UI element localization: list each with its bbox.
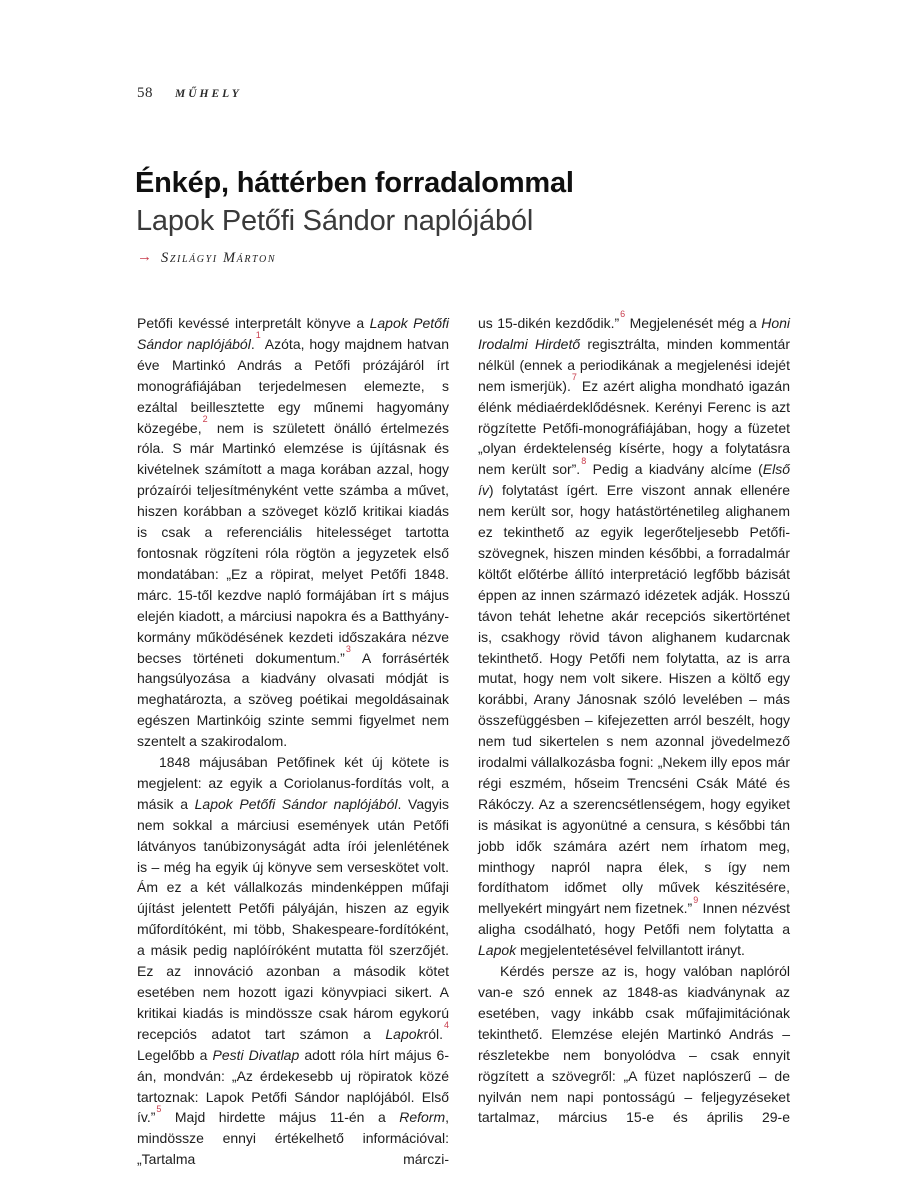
paragraph — [478, 961, 790, 1128]
footnote-ref: 8 — [581, 455, 587, 466]
text-run: Kérdés persze az is, hogy valóban naplóról van-e szó ennek az 1848-as kiadványnak az esetében, vagy inkább csak műfajimitációnak tekinthető. Elemzése elején Martinkó András – részletekbe nem bonyolódva – csak ennyit rögzített a szövegről: „A füzet naplószerű – de nyilván nem napi pontosságú – feljegyzéseket tartalmaz, március 15-e és április 29-e — [478, 963, 790, 1126]
article-body — [137, 309, 791, 1170]
text-run: nem is született önálló értelmezés róla. S már Martinkó elemzése is újításnak és kivételnek számított a maga korában azzal, hogy prózaírói teljesítményként vette számba a művet, hiszen korábban a szöveget közlő kritikai kiadás is csak a referenciális hitelességet tartotta fontosnak rögzíteni róla rögtön a jegyzetek első mondatában: „Ez a röpirat, melyet Petőfi 1848. márc. 15-től kezdve napló formájában írt s május elején kiadott, a márciusi napokra és a Batthyány-kormány működésének kezdeti időszakára nézve becses történeti dokumentum.” — [137, 419, 449, 666]
italic-text: Lapok Petőfi Sándor naplójából — [194, 795, 398, 812]
column-right — [478, 309, 791, 1170]
text-run: Petőfi kevéssé interpretált könyve a — [137, 315, 370, 331]
text-run: regisztrálta, minden kommentár nélkül (ennek a periodikának a megjelenési idejét nem ismerjük). — [478, 335, 790, 394]
text-run: Azóta, hogy majdnem hatvan éve Martinkó András a Petőfi prózájáról írt monográfiájában terjedelmesen elemezte, s ezáltal beillesztette egy műnemi hagyomány közegébe, — [137, 335, 449, 436]
author-name: Szilágyi Márton — [161, 250, 277, 266]
arrow-icon: → — [137, 249, 152, 265]
paragraph — [137, 313, 449, 752]
text-run: Pedig a kiadvány alcíme ( — [586, 461, 763, 478]
text-run: adott róla hírt május 6-án, mondván: „Az érdekesebb uj röpiratok közé tartoznak: Lapok Petőfi Sándor naplójából. Első ív.” — [137, 1046, 450, 1126]
footnote-ref: 7 — [571, 372, 577, 383]
footnote-ref: 3 — [345, 643, 351, 654]
text-run: 1848 májusában Petőfinek két új kötete is megjelent: az egyik a Coriolanus-fordítás volt, a másik a — [137, 754, 449, 812]
text-run: megjelentetésével felvillantott irányt. — [516, 942, 745, 959]
footnote-ref: 4 — [443, 1020, 449, 1031]
title-block — [135, 166, 795, 238]
text-run: . — [250, 335, 255, 352]
text-run: Ez azért aligha mondható igazán élénk médiaérdeklődésnek. Kerényi Ferenc is azt rögzítette Petőfi-monográfiájában, hogy a füzetet „olyan érdektelenség kísérte, hogy a folytatásra nem került sor”. — [478, 377, 790, 478]
text-run: Megjelenését még a — [625, 315, 762, 331]
section-label: MŰHELY — [175, 88, 242, 100]
paragraph — [137, 752, 449, 1170]
text-run: . Vagyis nem sokkal a márciusi események után Petőfi látványos tanúbizonyságát adta írói jelenlétének is – még ha egyik új könyve sem verseskötet volt. Ám ez a két vállalkozás mindenképpen műfaji újítást jelentett Petőfi pályáján, hiszen az egyik műfordítóként, mi több, Shakespeare-fordítóként, a másik pedig naplóíróként mutatta föl szerzőjét. Ez az innováció azonban a második kötet esetében nem hozott igazi könyvpiaci sikert. A kritikai kiadás is mindössze csak három egykorú recepciós adatot tart számon a — [137, 795, 450, 1042]
italic-text: Lapok Petőfi Sándor naplójából — [137, 315, 449, 352]
column-left — [137, 313, 449, 1170]
italic-text: Honi Irodalmi Hirdető — [478, 315, 791, 352]
footnote-ref: 9 — [693, 894, 699, 905]
text-run: us 15-dikén kezdődik.” — [478, 315, 620, 331]
italic-text: Reform — [399, 1109, 446, 1126]
page-number: 58 — [137, 85, 153, 101]
text-run: ) folytatást ígért. Erre viszont annak ellenére nem került sor, hogy hatástörténetileg alighanem ez tekinthető az egyik legerőteljesebb Petőfi-szövegnek, hiszen minden későbbi, a forradalmár költőt előtérbe állító interpretáció legfőbb bázisát éppen az innen származó idézetek adják. Hosszú távon tehát lehetne akár recepciós sikertörténet is, csakhogy rövid távon alighanem kudarcnak tekinthető. Hogy Petőfi nem folytatta, az is arra mutat, hogy nem volt sikere. Hiszen a költő egy korábbi, Arany Jánosnak szóló levelében – más összefüggésben – kifejezetten arról beszélt, hogy nem tud sikertelen s nem azonnal jövedelmező irodalmi vállalkozásba fogni: „Nekem illy epos már régi eszmém, hőseim Trencséni Csák Máté és Rákóczy. Az a szerencsétlenségem, hogy egyiket is másikat is agyonütné a censura, s későbbi tán jobb idők számára azért nem írhatom meg, minthogy napról napra élek, s így nem fordíthatom időmet olly művek készitésére, mellyekért mingyárt nem fizetnek.” — [478, 482, 790, 917]
footnote-ref: 5 — [156, 1103, 162, 1114]
text-run: Majd hirdette május 11-én a — [161, 1109, 400, 1126]
footnote-ref: 6 — [620, 309, 626, 320]
paragraph — [478, 309, 791, 961]
footnote-ref: 2 — [202, 413, 208, 424]
italic-text: Lapok — [478, 942, 517, 959]
author-line — [137, 250, 276, 267]
article-subtitle: Lapok Petőfi Sándor naplójából — [136, 205, 534, 237]
text-run: Innen nézvést aligha csodálható, hogy Petőfi nem folytatta a — [478, 900, 791, 938]
text-run: , mindössze ennyi értékelhető információval: „Tartalma márczi- — [137, 1109, 449, 1168]
text-run: A forrásérték hangsúlyozása a kiadvány olvasati módját is meghatározta, a szöveg poétikai megoldásainak egészen Martinkóig szinte semmi figyelmet nem szentelt a szakirodalom. — [137, 649, 449, 750]
italic-text: Pesti Divatlap — [212, 1046, 300, 1063]
article-title: Énkép, háttérben forradalommal — [135, 167, 574, 199]
italic-text: Első ív — [478, 461, 791, 499]
footnote-ref: 1 — [255, 330, 261, 341]
italic-text: Lapok — [385, 1025, 424, 1042]
running-header — [137, 85, 242, 102]
text-run: ról. — [423, 1025, 443, 1042]
text-run: Legelőbb a — [137, 1046, 213, 1063]
